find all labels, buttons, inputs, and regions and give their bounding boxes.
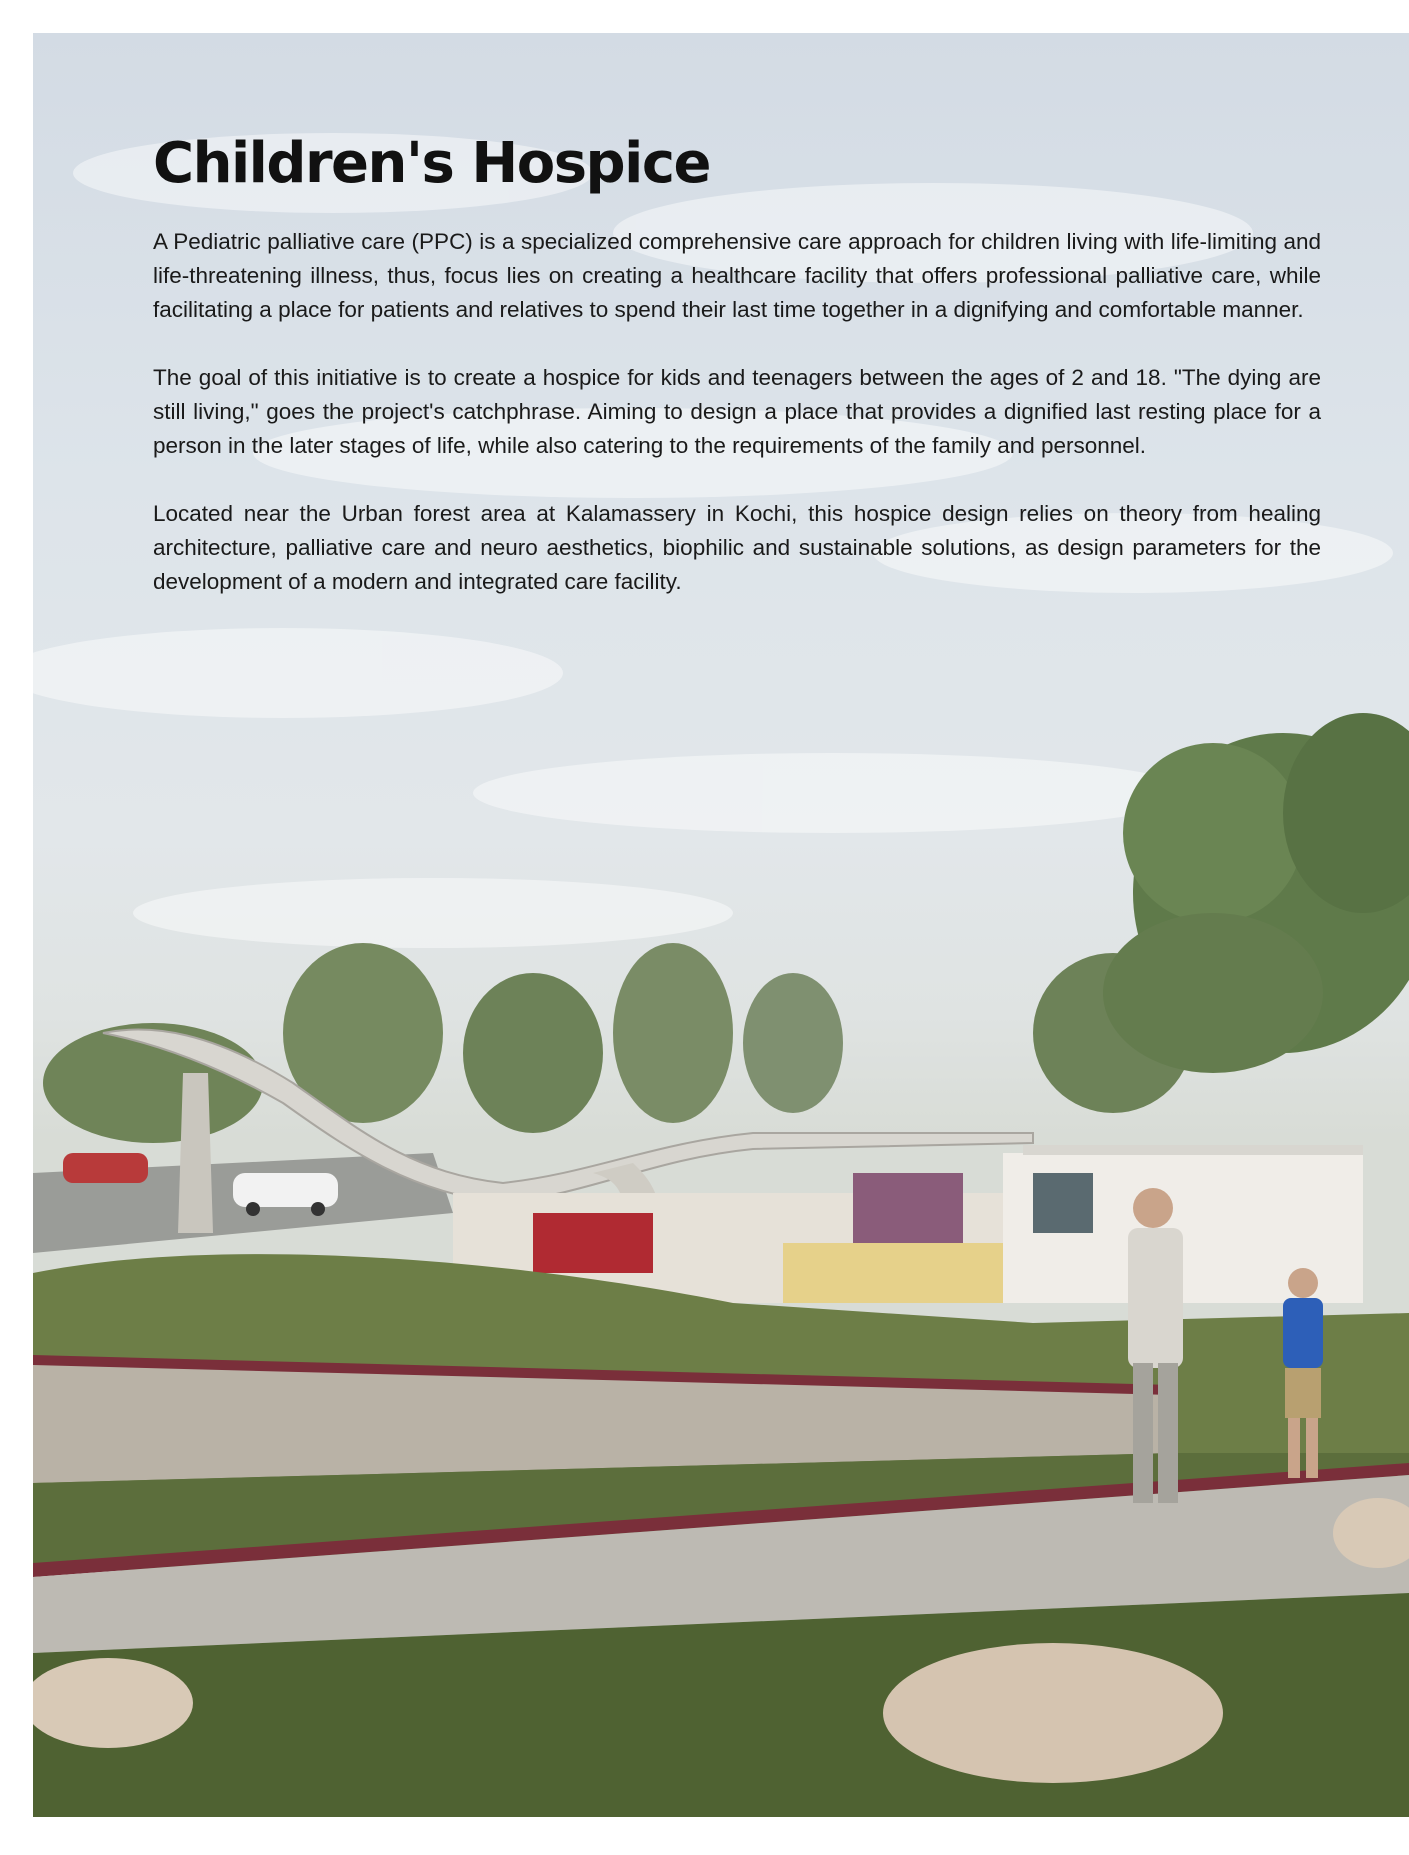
architectural-render <box>33 33 1409 1817</box>
page-title: Children's Hospice <box>153 131 711 196</box>
entrance-column <box>178 1073 213 1233</box>
intro-text-block <box>153 133 1321 633</box>
paragraph-goal: The goal of this initiative is to create a hospice for kids and teenagers between the ages of 2 and 18. "The dying are still living," goes the project's catchphrase. Aiming to design a place that provides a dignified last resting place for a person in the later stages of life, while also catering to the requirements of the family and personnel. <box>153 364 1321 458</box>
paragraph-intro: A Pediatric palliative care (PPC) is a specialized comprehensive care approach for children living with life-limiting and life-threatening illness, thus, focus lies on creating a healthcare facility that offers professional palliative care, while facilitating a place for patients and relatives to spend their last time together in a dignifying and comfortable manner. <box>153 228 1321 322</box>
paragraph-location: Located near the Urban forest area at Kalamassery in Kochi, this hospice design relies on theory from healing architecture, palliative care and neuro aesthetics, biophilic and sustainable solutions, as design parameters for the development of a modern and integrated care facility. <box>153 500 1321 594</box>
